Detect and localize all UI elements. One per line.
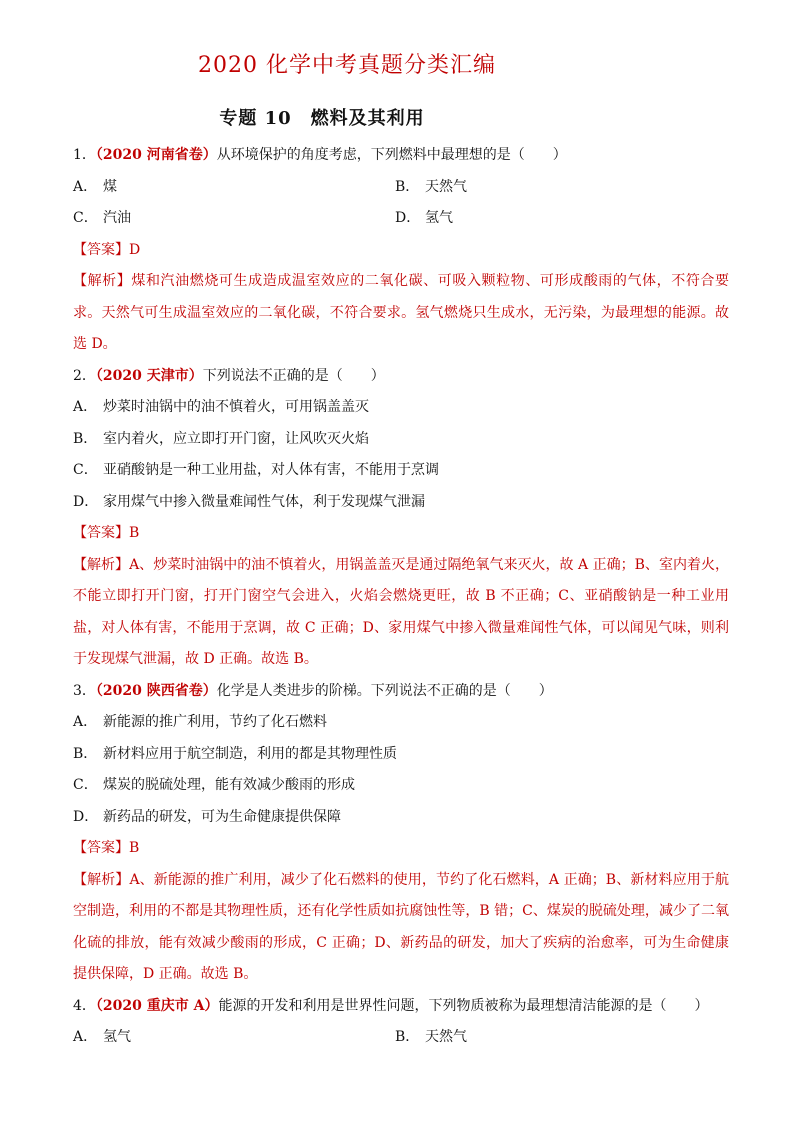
option-a: A． 新能源的推广利用，节约了化石燃料 <box>73 714 327 730</box>
answer-tag: 【答案】 <box>73 241 129 258</box>
answer-value: B <box>129 525 140 541</box>
question-stem <box>73 361 729 393</box>
question-text: 从环境保护的角度考虑，下列燃料中最理想的是（ ） <box>216 147 567 163</box>
option-c: C． 煤炭的脱硫处理，能有效减少酸雨的形成 <box>73 777 355 793</box>
question-stem <box>73 676 729 708</box>
question-stem <box>73 991 729 1023</box>
question-source: （2020 天津市） <box>95 367 203 384</box>
option-d: D． 氢气 <box>395 210 453 226</box>
option-c: C． 汽油 <box>73 210 131 226</box>
page-title: 2020 化学中考真题分类汇编 <box>198 53 496 78</box>
options-row <box>73 172 729 204</box>
question-number: 1． <box>73 147 96 163</box>
option-c: C． 亚硝酸钠是一种工业用盐，对人体有害，不能用于烹调 <box>73 462 439 478</box>
analysis-paragraph <box>73 266 729 361</box>
option-a: A． 氢气 <box>73 1029 131 1045</box>
analysis-text: 煤和汽油燃烧可生成造成温室效应的二氧化碳、可吸入颗粒物、可形成酸雨的气体，不符合要求。天然气可生成温室效应的二氧化碳，不符合要求。氢气燃烧只生成水，无污染，为最理想的能源。故选 D。 <box>73 273 730 352</box>
question-number: 4． <box>73 997 96 1014</box>
question-source: （2020 陕西省卷） <box>95 682 217 699</box>
question-stem <box>73 140 729 172</box>
question-text: 能源的开发和利用是世界性问题，下列物质被称为最理想清洁能源的是（ ） <box>218 997 709 1014</box>
analysis-paragraph <box>73 865 729 991</box>
option-d: D． 家用煤气中掺入微量难闻性气体，利于发现煤气泄漏 <box>73 493 425 510</box>
option-b: B． 室内着火，应立即打开门窗，让风吹灭火焰 <box>73 430 369 447</box>
question-text: 化学是人类进步的阶梯。下列说法不正确的是（ ） <box>216 682 553 699</box>
option-b: B． 天然气 <box>395 1029 467 1045</box>
question-source: （2020 河南省卷） <box>95 147 217 163</box>
analysis-text: A、炒菜时油锅中的油不慎着火，用锅盖盖灭是通过隔绝氧气来灭火，故 A 正确；B、室内着火，不能立即打开门窗，打开门窗空气会进入，火焰会燃烧更旺，故 B 不正确；C、亚硝酸钠是一种工业用盐，对人体有害，不能用于烹调，故 C 正确；D、家用煤气中掺入微量难闻性气体，可以闻见气味，则利于发现煤气泄漏，故 D 正确。故选 B。 <box>73 556 729 667</box>
option-d: D． 新药品的研发，可为生命健康提供保障 <box>73 808 341 825</box>
question-number: 3． <box>73 682 96 699</box>
answer-line <box>73 833 729 865</box>
option-a: A． 炒菜时油锅中的油不慎着火，可用锅盖盖灭 <box>73 399 369 415</box>
analysis-tag: 【解析】 <box>73 556 130 573</box>
question-number: 2． <box>73 367 96 384</box>
answer-tag: 【答案】 <box>73 840 129 856</box>
options-row <box>73 1022 729 1054</box>
analysis-tag: 【解析】 <box>73 871 130 888</box>
question-text: 下列说法不正确的是（ ） <box>202 367 385 384</box>
document-body <box>73 140 729 1054</box>
answer-value: B <box>129 840 140 856</box>
question-source: （2020 重庆市 A） <box>95 997 219 1014</box>
answer-line <box>73 518 729 550</box>
topic-title: 专题 10 燃料及其利用 <box>219 108 425 129</box>
options-row <box>73 203 729 235</box>
answer-value: D <box>129 241 141 258</box>
answer-tag: 【答案】 <box>73 525 129 541</box>
analysis-text: A、新能源的推广利用，减少了化石燃料的使用，节约了化石燃料，A 正确；B、新材料应用于航空制造，利用的不都是其物理性质，还有化学性质如抗腐蚀性等，B 错；C、煤炭的脱硫处理，减少了二氧化硫的排放，能有效减少酸雨的形成，C 正确；D、新药品的研发，加大了疾病的治愈率，可为生命健康提供保障，D 正确。故选 B。 <box>73 871 729 982</box>
answer-line <box>73 235 729 267</box>
analysis-tag: 【解析】 <box>73 273 132 289</box>
option-b: B． 新材料应用于航空制造，利用的都是其物理性质 <box>73 745 397 762</box>
option-a: A． 煤 <box>73 178 117 195</box>
option-b: B． 天然气 <box>395 178 467 195</box>
analysis-paragraph <box>73 550 729 676</box>
